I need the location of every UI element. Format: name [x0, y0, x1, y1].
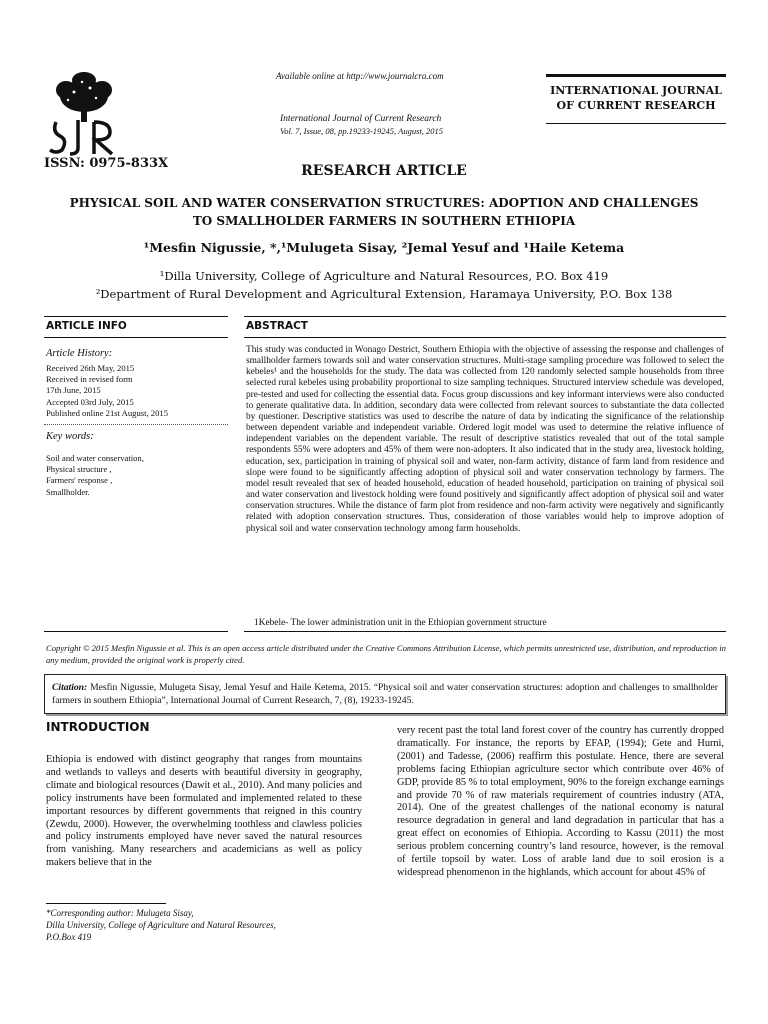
keyword-item: Farmers' response ,: [46, 475, 113, 486]
introduction-heading: INTRODUCTION: [46, 720, 150, 734]
corresponding-line: *Corresponding author: Mulugeta Sisay,: [46, 908, 194, 918]
divider: [44, 337, 228, 338]
keywords-label: Key words:: [46, 431, 94, 442]
affiliation-2: ²Department of Rural Development and Agricultural Extension, Haramaya University, P.O. Box 138: [95, 287, 673, 301]
citation: [52, 682, 718, 707]
history-item: Accepted 03rd July, 2015: [46, 396, 134, 407]
divider: [44, 631, 228, 632]
citation-text: Mesfin Nigussie, Mulugeta Sisay, Jemal Yesuf and Haile Ketema, 2015. “Physical soil and water conservation structures: adoption and challenges to smallholder farmers in southern Ethiopia”, International Journal of Current Research, 7, (8), 19233-19245.: [52, 682, 718, 706]
history-list: [46, 363, 230, 419]
introduction-left-column: Ethiopia is endowed with distinct geography that ranges from mountains and wetlands to valleys and deserts with beautiful diversity in geography, climate and biological resources (Dawit et al., 2010). And many policies and policy instruments have been formulated and implemented related to these important resources by different governments that reigned in this country (Zewdu, 2000). However, the overwhelming toothless and clawless policies and policy instruments employed have never saved the natural resources from vanishing. Many researchers and academicians as well as policy makers believe that in the: [46, 754, 362, 869]
corresponding-author: [46, 908, 362, 943]
journal-logo: [44, 70, 134, 156]
corresponding-line: Dilla University, College of Agriculture and Natural Resources,: [46, 919, 276, 930]
article-type: RESEARCH ARTICLE: [301, 163, 467, 179]
authors: ¹Mesfin Nigussie, *,¹Mulugeta Sisay, ²Jemal Yesuf and ¹Haile Ketema: [143, 240, 625, 255]
citation-label: Citation:: [52, 682, 88, 693]
corresponding-line: P.O.Box 419: [46, 931, 92, 942]
history-item: Received in revised form: [46, 374, 133, 385]
abstract-footnote: 1Kebele- The lower administration unit in the Ethiopian government structure: [254, 618, 547, 628]
introduction-right-column: very recent past the total land forest cover of the country has currently dropped dramatically. For instance, the reports by EFAP, (1994); Gete and Hurni, (2001) and Tadesse, (2006) reaffirm this postulate. Hence, there are several problems facing Ethiopian agriculture sector which contribute over 46% of GDP, provide 85 % to total employment, 90% to the foreign exchange earnings and provide 70 % of raw materials requirement of countries industry (ATA, 2014). One of the greatest challenges of the national economy is natural resource degradation in general and land degradation in particular that has a great effect on economies of Ethiopia. According to Kassu (2011) the most serious problem concerning country’s land resource, however, is the removal of fertile topsoil by water. Loss of arable land due to soil erosion is a widespread phenomenon in the highlands, which account for about 45% of: [397, 725, 724, 878]
divider: [44, 316, 228, 317]
issn: ISSN: 0975-833X: [44, 156, 169, 171]
keywords-list: [46, 453, 230, 498]
available-online: Available online at http://www.journalcra.com: [276, 71, 444, 81]
article-info-heading: ARTICLE INFO: [46, 320, 127, 332]
keyword-item: Soil and water conservation,: [46, 453, 144, 463]
history-label: Article History:: [46, 348, 113, 359]
journal-box-line1: INTERNATIONAL JOURNAL: [550, 84, 722, 97]
divider: [244, 316, 726, 317]
article-title: PHYSICAL SOIL AND WATER CONSERVATION STRUCTURES: ADOPTION AND CHALLENGES TO SMALLHOLDER FARMERS IN SOUTHERN ETHIOPIA: [69, 196, 699, 228]
history-item: Published online 21st August, 2015: [46, 407, 168, 418]
divider: [46, 903, 166, 904]
divider: [44, 424, 228, 425]
volume-line: Vol. 7, Issue, 08, pp.19233-19245, August, 2015: [280, 126, 443, 136]
tree-logo-icon: [44, 70, 134, 156]
history-item: Received 26th May, 2015: [46, 363, 135, 373]
keyword-item: Smallholder.: [46, 486, 90, 497]
history-item: 17th June, 2015: [46, 385, 101, 396]
journal-title-box: [546, 74, 726, 124]
journal-box-line2: OF CURRENT RESEARCH: [556, 99, 716, 112]
journal-name: International Journal of Current Research: [280, 114, 442, 124]
copyright-notice: Copyright © 2015 Mesfin Nigussie et al. This is an open access article distributed under the Creative Commons Attribution License, which permits unrestricted use, distribution, and reproduction in any medium, provided the original work is properly cited.: [46, 643, 726, 665]
divider: [244, 631, 726, 632]
affiliation-1: ¹Dilla University, College of Agriculture and Natural Resources, P.O. Box 419: [159, 269, 609, 283]
abstract-heading: ABSTRACT: [246, 320, 308, 332]
abstract-text: This study was conducted in Wonago Destrict, Southern Ethiopia with the objective of assessing the response and challenges of smallholder farmers towards soil and water conservation structures. Multi-stage sampling procedure was followed to select the kebeles¹ and the households for the study. The data was collected from 120 randomly selected sample households from three selected rural kebeles using probability proportional to size sampling techniques. Structured interview schedule was developed, pre-tested and used for collecting the essential data. Focus group discussions and key informant interviews were also conducted to generate qualitative data. In addition, secondary data were collected from relevant sources to substantiate the data collected by questioner. Descriptive statistics was used to describe the nature of data by indicating the significance of the relationship between dependent variable and independent variable. Ordered logit model was used to determine the relative influence of independent variables on the dependent variable. The result of descriptive statistics revealed that out of the total sample respondents 55% were adopters and 45% of them were non-adopters. It also indicated that in the study area, livestock holding, education, sex, participation in training of physical soil and water, non-farm activity, distance of farm land from residence and slope were found to be significantly affecting adoption of physical soil and water conservation technology by farmers. The model result revealed that sex of headed household, education of headed household, participation on training of physical soil and water conservation and livestock holding were found positively and significantly affect adoption of physical soil and water conservation structures. While the distance of farm plot from residence and non-farm activity were negatively and significantly related with adoption conservation structures. Thus, consideration of those variables would help to improve adoption of physical soil and water conservation technology among farm households.: [246, 345, 724, 534]
keyword-item: Physical structure ,: [46, 464, 112, 475]
divider: [244, 337, 726, 338]
